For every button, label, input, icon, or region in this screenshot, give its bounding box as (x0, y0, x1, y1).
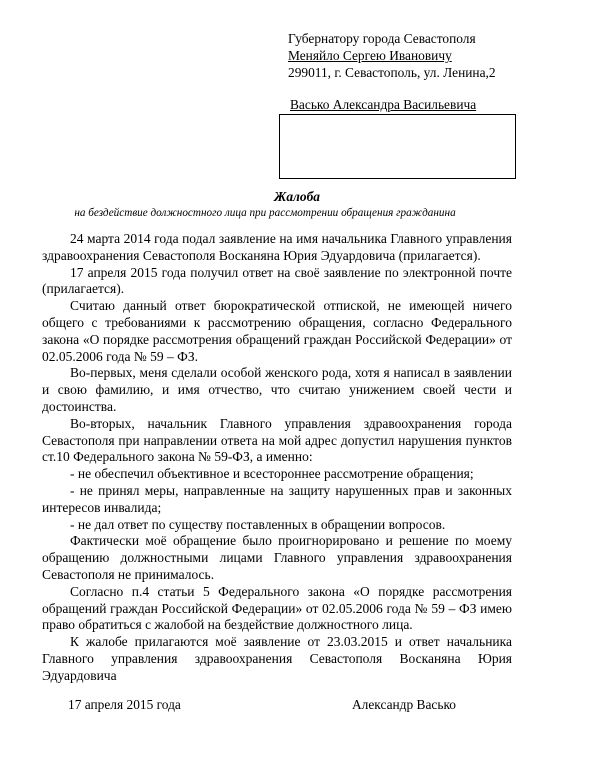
document-subtitle: на бездействие должностного лица при рассмотрении обращения гражданина (74, 207, 456, 219)
addressee-address: 299011, г. Севастополь, ул. Ленина,2 (288, 65, 496, 80)
paragraph: Согласно п.4 статьи 5 Федерального закона «О порядке рассмотрения обращений граждан Российской Федерации» от 02.05.2006 года № 59 – ФЗ имею право обратиться с жалобой на бездействие должностного лица. (42, 583, 512, 633)
paragraph: 24 марта 2014 года подал заявление на имя начальника Главного управления здравоохранения Севастополя Восканяна Юрия Эдуардовича (прилагается). (42, 231, 512, 263)
document-title: Жалоба (274, 189, 320, 204)
paragraph: 17 апреля 2015 года получил ответ на своё заявление по электронной почте (прилагается). (42, 264, 512, 297)
violation-item: - не обеспечил объективное и всестороннее рассмотрение обращения; (70, 466, 474, 482)
sender-name: Васько Александра Васильевича (290, 97, 477, 112)
paragraph: Фактически моё обращение было проигнорировано и решение по моему обращению должностными лицами Главного управления здравоохранения Севастополя не принималось. (42, 533, 512, 582)
violation-item: - не принял меры, направленные на защиту нарушенных прав и законных интересов инвалида; (42, 482, 512, 515)
violation-item: - не дал ответ по существу поставленных в обращении вопросов. (70, 516, 446, 532)
paragraph: К жалобе прилагаются моё заявление от 23.03.2015 и ответ начальника Главного управления здравоохранения Севастополя Восканяна Юрия Эдуардовича (42, 634, 512, 683)
addressee-name: Меняйло Сергею Ивановичу (288, 48, 452, 63)
paragraph: Считаю данный ответ бюрократической отпиской, не имеющей ничего общего с требованиями к рассмотрению обращения, согласно Федерального закона «О порядке рассмотрения обращений граждан Российской Федерации» от 02.05.2006 года № 59 – ФЗ. (42, 298, 512, 364)
complaint-body (42, 231, 512, 685)
paragraph: Во-первых, меня сделали особой женского рода, хотя я написал в заявлении и свою фамилию, и имя отчество, что считаю унижением своей чести и достоинства. (42, 365, 512, 414)
footer-date: 17 апреля 2015 года (68, 697, 181, 712)
footer-signature: Александр Васько (352, 697, 456, 712)
paragraph: Во-вторых, начальник Главного управления здравоохранения города Севастополя при направлении ответа на мой адрес допустил нарушения пунктов ст.10 Федерального закона № 59-ФЗ, а именно: (42, 415, 512, 465)
addressee-title: Губернатору города Севастополя (288, 31, 476, 46)
redacted-box (279, 114, 516, 179)
